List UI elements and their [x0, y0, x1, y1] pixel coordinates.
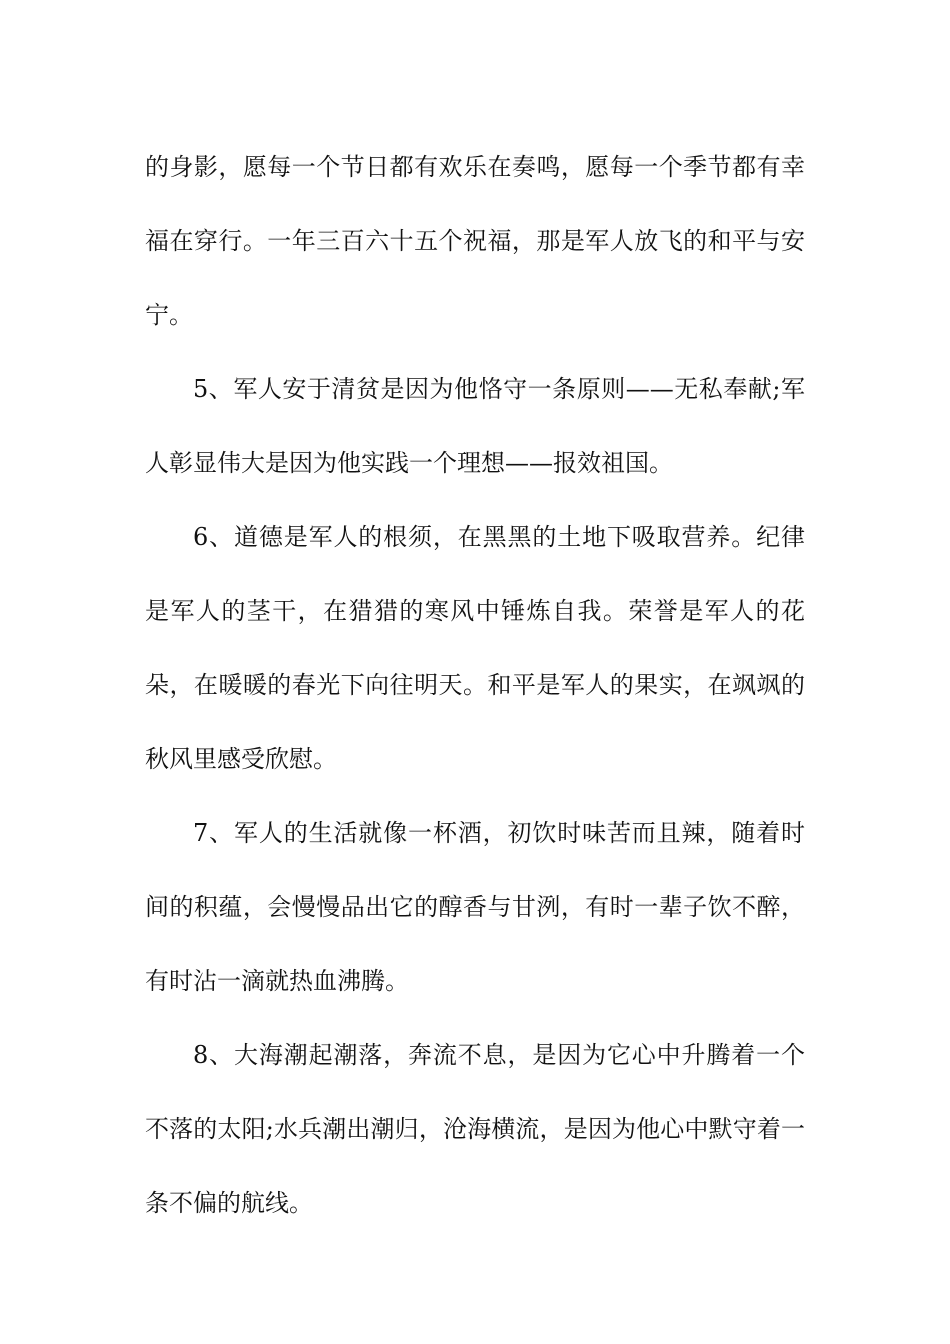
paragraph-item-7: 7、军人的生活就像一杯酒，初饮时味苦而且辣，随着时间的积蕴，会慢慢品出它的醇香与甘洌，有时一辈子饮不醉，有时沾一滴就热血沸腾。: [145, 819, 805, 995]
paragraph-item-6: 6、道德是军人的根须，在黑黑的土地下吸取营养。纪律是军人的茎干，在猎猎的寒风中锤炼自我。荣誉是军人的花朵，在暖暖的春光下向往明天。和平是军人的果实，在飒飒的秋风里感受欣慰。: [145, 523, 805, 773]
paragraph-continuation: 的身影，愿每一个节日都有欢乐在奏鸣，愿每一个季节都有幸福在穿行。一年三百六十五个祝福，那是军人放飞的和平与安宁。: [145, 153, 805, 329]
paragraph-item-8: 8、大海潮起潮落，奔流不息，是因为它心中升腾着一个不落的太阳;水兵潮出潮归，沧海横流，是因为他心中默守着一条不偏的航线。: [145, 1041, 805, 1217]
document-body: [145, 130, 805, 1240]
paragraph-item-5: 5、军人安于清贫是因为他恪守一条原则——无私奉献;军人彰显伟大是因为他实践一个理想——报效祖国。: [145, 375, 805, 477]
